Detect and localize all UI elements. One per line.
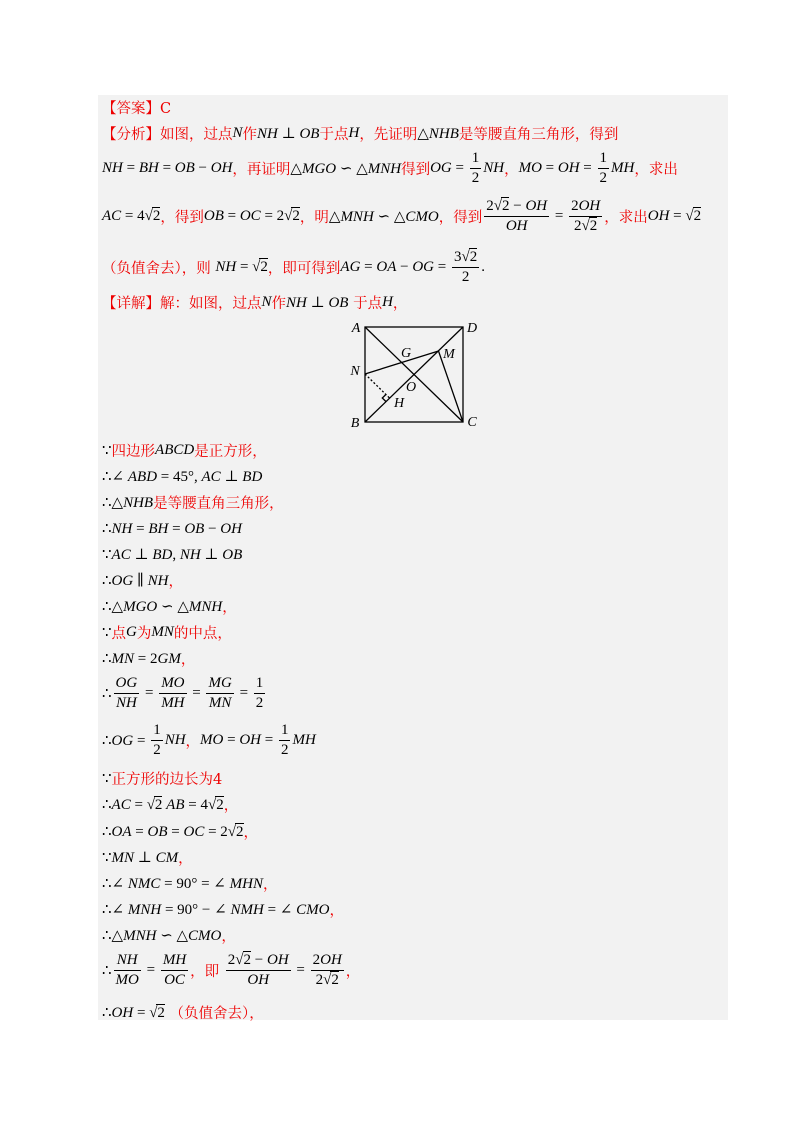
fraction xyxy=(159,675,186,712)
analysis-line xyxy=(102,146,678,190)
fraction-numerator: 2OH xyxy=(569,198,602,217)
math-expression: ∵AC ⊥ BD, NH ⊥ OB xyxy=(102,546,243,563)
math-variable: N xyxy=(261,293,272,310)
math-variable: OH xyxy=(210,159,233,176)
fraction-numerator xyxy=(159,675,186,694)
math-expression: MO = OH = xyxy=(518,159,596,176)
math-variable: NH xyxy=(111,520,133,537)
math-variable: MGO xyxy=(123,598,158,615)
math-expression: ∴∠ NMC = 90° = ∠ MHN xyxy=(102,875,263,892)
fraction xyxy=(452,249,479,286)
math-expression: ∴∠ ABD = 45°, AC ⊥ BD xyxy=(102,468,263,485)
math-variable: OC xyxy=(239,207,261,224)
math-variable: ABCD xyxy=(155,441,195,458)
right-angle-mark xyxy=(382,395,386,402)
fraction-numerator xyxy=(114,952,141,971)
text-run: ， xyxy=(392,295,408,312)
math-variable: MH xyxy=(292,731,316,748)
math-expression: ∵ xyxy=(102,770,112,787)
math-variable: AG xyxy=(340,258,361,275)
radicand: 2 xyxy=(243,951,252,968)
radicand: 2 xyxy=(152,207,161,224)
fraction-denominator xyxy=(161,971,188,989)
math-variable: NH xyxy=(286,294,307,311)
fraction-denominator: 2 xyxy=(255,694,264,711)
math-variable: MO xyxy=(161,674,185,691)
radicand: 2 xyxy=(693,207,702,224)
math-variable: OC xyxy=(164,971,185,988)
math-variable: NH xyxy=(147,572,169,589)
math-variable: OG xyxy=(111,572,134,589)
math-expression: NH ⊥ OB xyxy=(286,294,349,311)
math-variable: AC xyxy=(102,207,122,224)
text-run: ， xyxy=(222,599,237,616)
math-variable: NH xyxy=(116,951,138,968)
math-expression: ∵ xyxy=(102,442,112,459)
math-variable: NMC xyxy=(127,875,161,892)
fraction-numerator xyxy=(161,952,188,971)
math-variable: OG xyxy=(430,159,452,176)
text-run: 作 xyxy=(271,295,287,312)
math-variable: OB xyxy=(174,159,195,176)
math-variable: AC xyxy=(111,796,131,813)
math-variable: MN xyxy=(151,623,174,640)
math-variable: OH xyxy=(247,971,270,988)
math-variable: H xyxy=(348,124,360,141)
text-run: 是等腰直角三角形，得到 xyxy=(458,126,619,143)
label-b: B xyxy=(350,416,360,431)
math-variable: OH xyxy=(578,197,601,214)
math-variable: CMO xyxy=(296,901,330,918)
text-run: ， xyxy=(168,573,183,590)
text-run: ， xyxy=(223,797,239,814)
fraction-denominator xyxy=(114,971,141,989)
geometry-figure xyxy=(340,315,490,440)
math-variable: MGO xyxy=(301,160,337,177)
math-variable: CMO xyxy=(405,208,439,225)
math-variable: NH xyxy=(164,731,186,748)
fraction-numerator: 1 xyxy=(151,722,163,741)
radicand: 2 xyxy=(331,971,339,988)
math-variable: OG xyxy=(111,732,134,749)
math-variable: OB xyxy=(222,546,243,563)
math-expression: = xyxy=(235,684,252,701)
text-run: ，再证明 xyxy=(232,161,291,178)
math-expression: = xyxy=(141,684,158,701)
math-variable: NH xyxy=(115,694,137,711)
math-expression: ∴ xyxy=(102,685,112,702)
math-variable: OB xyxy=(328,294,349,311)
math-variable: OB xyxy=(299,125,320,142)
math-variable: H xyxy=(382,293,393,310)
fraction-denominator: 2 xyxy=(461,268,470,285)
math-expression: ∴OH = √2 xyxy=(102,1004,165,1021)
text-run: ，先证明 xyxy=(359,126,418,143)
math-variable: MH xyxy=(161,694,185,711)
fraction-numerator: 2√2 − OH xyxy=(226,952,291,971)
radicand: 2 xyxy=(216,796,224,813)
text-run: 作 xyxy=(242,126,258,143)
math-variable: NH xyxy=(179,546,201,563)
math-variable: NH xyxy=(215,258,237,275)
fraction xyxy=(226,952,291,989)
text-run: 【详解】解：如图，过点 xyxy=(102,295,262,312)
math-expression xyxy=(611,160,634,177)
math-expression: △MNH ∽ △CMO xyxy=(328,208,439,225)
math-variable: ABD xyxy=(127,468,158,485)
math-variable: MN xyxy=(111,849,135,866)
fraction xyxy=(114,952,141,989)
text-run: ， xyxy=(345,963,361,980)
math-variable: MNH xyxy=(367,160,402,177)
fraction-denominator: 2√2 xyxy=(315,971,339,988)
fraction xyxy=(598,150,610,187)
math-expression: ∴△MGO ∽ △MNH xyxy=(102,598,223,615)
text-run: 的中点， xyxy=(173,625,232,642)
math-expression: ∴MN = 2GM xyxy=(102,650,181,667)
fraction-numerator: 1 xyxy=(598,150,610,169)
math-variable: OG xyxy=(115,674,138,691)
fraction-denominator xyxy=(206,694,233,712)
fraction-numerator: 1 xyxy=(279,722,291,741)
math-variable: OH xyxy=(239,731,261,748)
radicand: 2 xyxy=(260,258,268,275)
math-expression: . xyxy=(481,258,485,275)
fraction-numerator xyxy=(206,675,233,694)
text-run: ， xyxy=(504,161,519,178)
fraction-denominator: 2 xyxy=(599,169,608,186)
math-variable: NH xyxy=(257,125,278,142)
math-expression: AG = OA − OG = xyxy=(340,258,450,275)
radicand: 2 xyxy=(154,796,163,813)
label-n: N xyxy=(350,364,360,379)
math-expression: △MGO ∽ △MNH xyxy=(290,160,402,177)
analysis-line xyxy=(102,194,701,238)
math-variable: OH xyxy=(111,1004,134,1021)
fraction-denominator: 2 xyxy=(471,169,480,186)
math-variable: MO xyxy=(115,971,139,988)
text-run: ， xyxy=(185,733,201,750)
math-expression: = xyxy=(551,207,568,224)
fraction-denominator xyxy=(114,694,140,712)
math-variable: BH xyxy=(138,159,159,176)
math-variable: CMO xyxy=(188,927,222,944)
text-run: 是正方形， xyxy=(194,443,267,460)
math-variable: OH xyxy=(320,951,342,968)
math-expression: ∴△MNH ∽ △CMO xyxy=(102,927,222,944)
label-h: H xyxy=(393,396,405,411)
math-variable: OH xyxy=(557,159,580,176)
text-run: ，求出 xyxy=(634,161,678,178)
text-run: 点 xyxy=(111,625,127,642)
math-expression: OH = √2 xyxy=(647,207,702,224)
math-variable: MNH xyxy=(123,927,157,944)
text-run: 于点 xyxy=(348,295,383,312)
math-expression: OB = OC = 2√2 xyxy=(203,207,300,224)
math-expression: ∴AC = √2 AB = 4√2 xyxy=(102,796,224,813)
fraction xyxy=(470,150,482,187)
math-variable: OH xyxy=(647,207,670,224)
math-expression: = xyxy=(292,961,309,978)
math-variable: MG xyxy=(208,674,232,691)
text-run: 是等腰直角三角形， xyxy=(153,495,284,512)
fraction-denominator: 2√2 xyxy=(574,217,598,234)
math-expression: △NHB xyxy=(417,125,459,142)
math-variable: MO xyxy=(518,159,542,176)
text-run: 于点 xyxy=(319,126,349,143)
math-variable: MH xyxy=(611,159,635,176)
text-run: ， xyxy=(221,928,236,945)
math-expression: MO = OH = xyxy=(200,731,277,748)
label-c: C xyxy=(467,415,477,430)
label-o: O xyxy=(405,380,417,395)
label-a: A xyxy=(351,321,361,336)
math-variable: OH xyxy=(266,951,289,968)
math-variable: AC xyxy=(201,468,221,485)
math-variable: OH xyxy=(505,217,528,234)
math-variable: OB xyxy=(203,207,224,224)
fraction xyxy=(254,675,266,712)
fraction-numerator: 2OH xyxy=(311,952,344,971)
radicand: 2 xyxy=(469,248,478,265)
math-variable: OA xyxy=(376,258,397,275)
math-expression: ∵ xyxy=(102,624,112,641)
text-run: （负值舍去）， xyxy=(164,1005,264,1022)
math-expression: ∵MN ⊥ CM xyxy=(102,849,179,866)
math-variable: AB xyxy=(166,796,185,813)
text-run: 【分析】如图，过点 xyxy=(102,126,233,143)
proof-step-line xyxy=(102,990,264,1034)
math-variable: GM xyxy=(157,650,181,667)
fraction xyxy=(484,198,549,235)
fraction-denominator xyxy=(159,694,186,712)
radicand: 2 xyxy=(157,1004,165,1021)
math-expression: NH ⊥ OB xyxy=(257,125,320,142)
label-d: D xyxy=(466,321,478,336)
proof-step-line xyxy=(102,671,267,715)
math-expression xyxy=(382,294,393,311)
math-expression: ∴OA = OB = OC = 2√2 xyxy=(102,823,244,840)
text-run: ，得到 xyxy=(160,209,204,226)
math-expression xyxy=(292,732,315,749)
text-run: ，明 xyxy=(299,209,329,226)
label-g: G xyxy=(400,346,412,361)
text-run: ，求出 xyxy=(604,209,648,226)
fraction-denominator xyxy=(226,971,291,989)
math-variable: MH xyxy=(162,951,187,968)
math-variable: AC xyxy=(111,546,131,563)
math-variable: NHB xyxy=(123,494,154,511)
radicand: 2 xyxy=(236,823,244,840)
text-run: ，即可得到 xyxy=(267,260,341,277)
fraction xyxy=(151,722,163,759)
math-expression: OG = xyxy=(430,159,468,176)
math-expression xyxy=(348,125,359,142)
math-expression: NH = BH = OB − OH xyxy=(102,159,233,176)
math-variable: BD xyxy=(152,546,173,563)
math-variable: MNH xyxy=(127,901,162,918)
math-expression: ∴ xyxy=(102,962,112,979)
math-expression xyxy=(483,160,504,177)
math-variable: N xyxy=(232,124,243,141)
segment-nh-dashed xyxy=(365,374,390,398)
fraction-numerator: 2√2 − OH xyxy=(484,198,549,217)
math-expression xyxy=(262,294,272,311)
math-variable: OB xyxy=(184,520,205,537)
fraction xyxy=(569,198,602,235)
fraction xyxy=(311,952,344,989)
fraction-numerator: 3√2 xyxy=(452,249,479,268)
text-run: ， xyxy=(262,876,278,893)
text-run: ，得到 xyxy=(438,209,483,226)
text-run: （负值舍去），则 xyxy=(102,260,216,277)
math-expression xyxy=(165,732,186,749)
math-variable: OH xyxy=(220,520,242,537)
text-run: ，即 xyxy=(190,963,224,980)
fraction xyxy=(279,722,291,759)
text-run: 为 xyxy=(136,625,152,642)
math-expression xyxy=(233,125,243,142)
radicand: 2 xyxy=(292,207,300,224)
math-variable: MO xyxy=(200,731,224,748)
text-run: 正方形的边长为4 xyxy=(111,771,223,788)
proof-step-line xyxy=(102,948,360,992)
fraction-denominator xyxy=(484,217,549,235)
math-variable: NHB xyxy=(428,125,459,142)
text-run: ， xyxy=(243,824,259,841)
fraction-denominator: 2 xyxy=(153,741,161,758)
math-variable: MHN xyxy=(229,875,263,892)
fraction-denominator: 2 xyxy=(280,741,289,758)
fraction-numerator xyxy=(114,675,140,694)
math-variable: BD xyxy=(242,468,263,485)
math-expression: = xyxy=(188,684,205,701)
fraction-numerator: 1 xyxy=(254,675,266,694)
text-run: 得到 xyxy=(401,161,431,178)
math-variable: NH xyxy=(483,159,505,176)
text-run: ， xyxy=(329,902,344,919)
radicand: 2 xyxy=(589,217,598,234)
math-expression: = xyxy=(142,961,159,978)
fraction-numerator: 1 xyxy=(470,150,482,169)
math-variable: OH xyxy=(525,197,548,214)
math-variable: G xyxy=(126,623,137,640)
math-expression: ∴OG ∥ NH xyxy=(102,572,169,589)
math-expression: ∴∠ MNH = 90° − ∠ NMH = ∠ CMO xyxy=(102,901,330,918)
math-variable: MNH xyxy=(188,598,223,615)
text-run: ， xyxy=(178,850,193,867)
radicand: 2 xyxy=(501,197,510,214)
fraction xyxy=(114,675,140,712)
fraction xyxy=(206,675,233,712)
math-variable: MNH xyxy=(340,208,374,225)
text-run: 【答案】C xyxy=(102,100,172,117)
math-variable: BH xyxy=(148,520,169,537)
math-variable: NH xyxy=(102,159,123,176)
math-variable: MN xyxy=(208,694,232,711)
math-variable: OA xyxy=(111,823,132,840)
math-expression: ∴NH = BH = OB − OH xyxy=(102,520,242,537)
math-expression: ∴△NHB xyxy=(102,494,154,511)
math-expression: AC = 4√2 xyxy=(102,207,161,224)
text-run: 四边形 xyxy=(111,443,156,460)
math-variable: MN xyxy=(111,650,135,667)
math-expression: ∴OG = xyxy=(102,732,150,749)
fraction xyxy=(161,952,188,989)
math-variable: OC xyxy=(183,823,205,840)
math-variable: OG xyxy=(412,258,435,275)
math-variable: NMH xyxy=(230,901,264,918)
math-expression: NH = √2 xyxy=(215,258,268,275)
text-run: ， xyxy=(180,651,196,668)
math-variable: OB xyxy=(147,823,168,840)
label-m: M xyxy=(443,347,455,362)
math-variable: CM xyxy=(155,849,179,866)
